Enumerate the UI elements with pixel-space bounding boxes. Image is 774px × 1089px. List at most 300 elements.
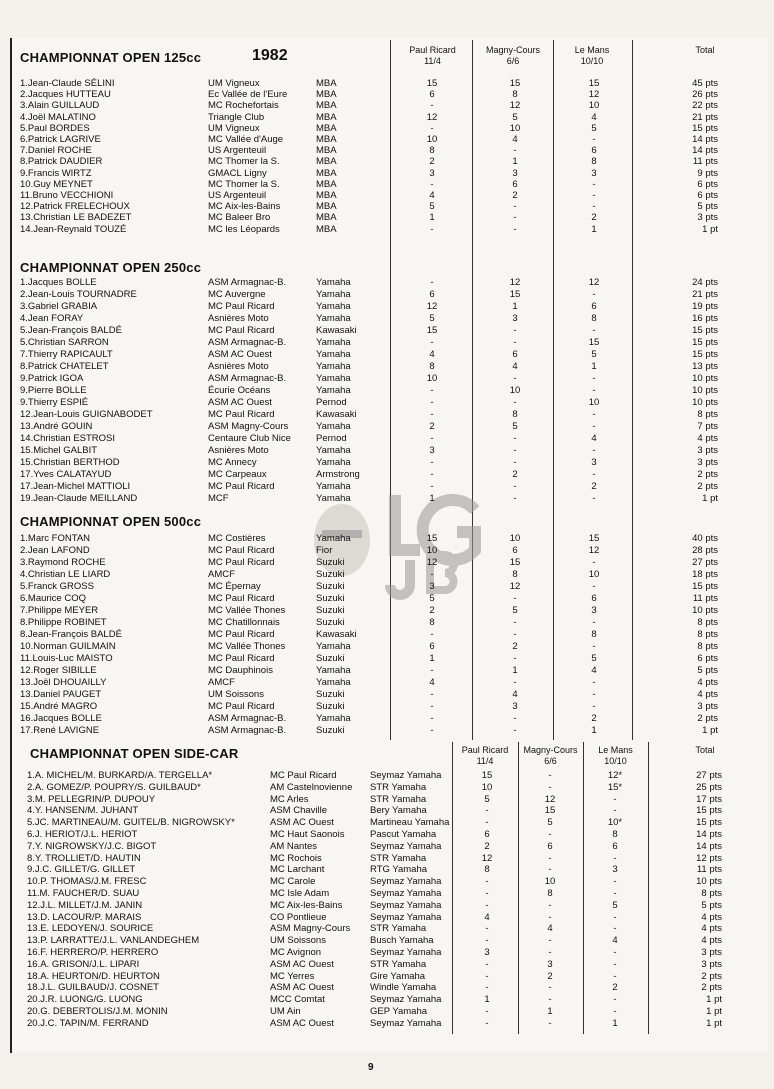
club: CO Pontlieue bbox=[270, 911, 327, 923]
section-title-500: CHAMPIONNAT OPEN 500cc bbox=[20, 514, 202, 529]
race3-points: - bbox=[592, 617, 596, 628]
machine: Yamaha bbox=[316, 677, 351, 688]
machine: MBA bbox=[316, 212, 337, 224]
race3-points: 15 bbox=[588, 337, 600, 348]
rider-name: 13.André GOUIN bbox=[20, 421, 93, 432]
club: MC Costières bbox=[208, 533, 266, 544]
race3-points: 6 bbox=[612, 840, 618, 852]
rider-name: 8.Philippe ROBINET bbox=[20, 617, 107, 628]
race1-points: - bbox=[430, 337, 434, 348]
race3-points: - bbox=[592, 469, 596, 480]
race3-points: 1 bbox=[591, 725, 597, 736]
race1-points: 15 bbox=[426, 533, 438, 544]
race2-points: 12 bbox=[544, 793, 556, 805]
header-total-label: Total bbox=[695, 45, 715, 55]
total-points: 4 pts bbox=[697, 689, 718, 700]
race1-points: - bbox=[430, 665, 434, 676]
race2-points: - bbox=[513, 433, 517, 444]
total-points: 6 pts bbox=[697, 653, 718, 664]
race2-points: 2 bbox=[547, 970, 553, 982]
column-divider bbox=[583, 742, 584, 1034]
machine: Suzuki bbox=[316, 689, 345, 700]
race3-points: 10 bbox=[588, 569, 600, 580]
race2-points: 3 bbox=[512, 167, 518, 179]
rider-name: 8.Patrick DAUDIER bbox=[20, 156, 103, 168]
sidecar-header-total-label: Total bbox=[695, 745, 715, 755]
race1-points: 8 bbox=[429, 617, 435, 628]
rider-name: 8.Jean-François BALDÉ bbox=[20, 629, 122, 640]
race3-points: - bbox=[592, 677, 596, 688]
club: MC Paul Ricard bbox=[208, 593, 275, 604]
machine: MBA bbox=[316, 100, 337, 112]
race1-points: - bbox=[430, 277, 434, 288]
race3-points: 1 bbox=[591, 223, 597, 235]
machine: Seymaz Yamaha bbox=[370, 888, 442, 899]
race3-points: 5 bbox=[591, 349, 597, 360]
race3-points: - bbox=[613, 852, 617, 864]
rider-name: 10.P. THOMAS/J.M. FRESC bbox=[27, 876, 147, 888]
machine: Seymaz Yamaha bbox=[370, 840, 442, 852]
race1-points: 1 bbox=[429, 653, 435, 664]
race3-points: - bbox=[592, 409, 596, 420]
rider-name: 9.Thierry ESPIÉ bbox=[20, 397, 89, 408]
rider-name: 3.M. PELLEGRIN/P. DUPOUY bbox=[27, 793, 156, 805]
club: MC Chatillonnais bbox=[208, 617, 280, 628]
race2-points: 5 bbox=[547, 817, 553, 829]
rider-name: 14.Christian ESTROSI bbox=[20, 433, 116, 444]
total-points: 18 pts bbox=[692, 569, 718, 580]
total-points: 1 pt bbox=[702, 725, 718, 736]
total-points: 2 pts bbox=[697, 469, 718, 480]
machine: Yamaha bbox=[316, 481, 351, 492]
race1-points: 6 bbox=[484, 829, 490, 840]
machine: MBA bbox=[316, 167, 337, 179]
race2-points: 2 bbox=[512, 641, 518, 652]
total-points: 15 pts bbox=[692, 325, 718, 336]
machine: Yamaha bbox=[316, 713, 351, 724]
club: MC Paul Ricard bbox=[270, 770, 337, 781]
club: MC Thomer la S. bbox=[208, 156, 280, 168]
total-points: 4 pts bbox=[697, 677, 718, 688]
race3-points: - bbox=[613, 911, 617, 923]
race1-points: 1 bbox=[429, 493, 435, 504]
club: MC Paul Ricard bbox=[208, 481, 275, 492]
total-points: 8 pts bbox=[697, 409, 718, 420]
header-race2-name: Magny-Cours bbox=[485, 45, 541, 55]
machine: Seymaz Yamaha bbox=[370, 994, 442, 1006]
race3-points: - bbox=[592, 701, 596, 712]
club: MC Rochois bbox=[270, 852, 322, 864]
race2-points: - bbox=[513, 617, 517, 628]
total-points: 4 pts bbox=[701, 911, 722, 923]
machine: Yamaha bbox=[316, 313, 351, 324]
machine: Suzuki bbox=[316, 569, 345, 580]
race2-points: - bbox=[513, 325, 517, 336]
total-points: 11 pts bbox=[696, 864, 722, 876]
club: AM Castelnovienne bbox=[270, 781, 353, 793]
total-points: 15 pts bbox=[696, 805, 722, 817]
race1-points: 15 bbox=[426, 78, 438, 89]
total-points: 2 pts bbox=[697, 713, 718, 724]
race1-points: - bbox=[430, 409, 434, 420]
rider-name: 9.Francis WIRTZ bbox=[20, 167, 92, 179]
race1-points: - bbox=[430, 701, 434, 712]
race2-points: 1 bbox=[512, 665, 518, 676]
total-points: 10 pts bbox=[692, 397, 718, 408]
race2-points: - bbox=[548, 982, 552, 994]
rider-name: 3.Raymond ROCHE bbox=[20, 557, 106, 568]
race3-points: 6 bbox=[591, 593, 597, 604]
race1-points: - bbox=[485, 935, 489, 947]
rider-name: 7.Daniel ROCHE bbox=[20, 145, 92, 157]
race1-points: 8 bbox=[429, 145, 435, 157]
club: Triangle Club bbox=[208, 111, 265, 123]
total-points: 15 pts bbox=[696, 817, 722, 829]
race3-points: 6 bbox=[591, 145, 597, 157]
race1-points: 2 bbox=[429, 421, 435, 432]
race1-points: - bbox=[430, 481, 434, 492]
club: MC Isle Adam bbox=[270, 888, 330, 899]
club: ASM Magny-Cours bbox=[208, 421, 289, 432]
club: ASM Armagnac-B. bbox=[208, 725, 287, 736]
race2-points: - bbox=[513, 677, 517, 688]
total-points: 2 pts bbox=[701, 982, 722, 994]
race2-points: - bbox=[548, 1017, 552, 1029]
rider-name: 1.Jean-Claude SÉLINI bbox=[20, 78, 115, 89]
club: MC Paul Ricard bbox=[208, 409, 275, 420]
race3-points: - bbox=[613, 923, 617, 935]
rider-name: 13.P. LARRATTE/J.L. VANLANDEGHEM bbox=[27, 935, 200, 947]
machine: Yamaha bbox=[316, 493, 351, 504]
race3-points: - bbox=[613, 1006, 617, 1017]
machine: Pascut Yamaha bbox=[370, 829, 437, 840]
race3-points: 5 bbox=[591, 122, 597, 134]
race1-points: - bbox=[430, 457, 434, 468]
rider-name: 7.Thierry RAPICAULT bbox=[20, 349, 113, 360]
total-points: 10 pts bbox=[696, 876, 722, 888]
race3-points: - bbox=[613, 994, 617, 1006]
sidecar-header-total bbox=[680, 745, 730, 756]
total-points: 14 pts bbox=[696, 840, 722, 852]
club: MC Paul Ricard bbox=[208, 653, 275, 664]
machine: Suzuki bbox=[316, 725, 345, 736]
header-race1 bbox=[400, 45, 465, 67]
total-points: 27 pts bbox=[692, 557, 718, 568]
club: MC Thomer la S. bbox=[208, 178, 280, 190]
race3-points: - bbox=[592, 493, 596, 504]
rider-name: 6.J. HERIOT/J.L. HERIOT bbox=[27, 829, 138, 840]
rider-name: 2.Jacques HUTTEAU bbox=[20, 89, 111, 101]
race2-points: - bbox=[548, 770, 552, 781]
column-divider bbox=[648, 742, 649, 1034]
header-race2-date: 6/6 bbox=[506, 56, 520, 66]
machine: Yamaha bbox=[316, 665, 351, 676]
club: ASM AC Ouest bbox=[270, 1017, 334, 1029]
rider-name: 17.René LAVIGNE bbox=[20, 725, 100, 736]
machine: MBA bbox=[316, 89, 337, 101]
machine: Seymaz Yamaha bbox=[370, 770, 442, 781]
race2-points: 4 bbox=[512, 361, 518, 372]
machine: Yamaha bbox=[316, 373, 351, 384]
rider-name: 7.Y. NIGROWSKY/J.C. BIGOT bbox=[27, 840, 157, 852]
header-race3-date: 10/10 bbox=[580, 56, 604, 66]
machine: Suzuki bbox=[316, 653, 345, 664]
rider-name: 11.Louis-Luc MAISTO bbox=[20, 653, 113, 664]
total-points: 40 pts bbox=[692, 533, 718, 544]
race1-points: - bbox=[485, 970, 489, 982]
race1-points: - bbox=[430, 713, 434, 724]
total-points: 21 pts bbox=[692, 111, 718, 123]
club: MC Avignon bbox=[270, 947, 322, 958]
race1-points: 6 bbox=[429, 641, 435, 652]
race1-points: - bbox=[430, 397, 434, 408]
race1-points: - bbox=[485, 805, 489, 817]
machine: STR Yamaha bbox=[370, 923, 427, 935]
race3-points: 15 bbox=[588, 78, 600, 89]
rider-name: 16.F. HERRERO/P. HERRERO bbox=[27, 947, 159, 958]
rider-name: 4.Joël MALATINO bbox=[20, 111, 96, 123]
race1-points: 12 bbox=[426, 111, 438, 123]
machine: Seymaz Yamaha bbox=[370, 1017, 442, 1029]
sidecar-header-race1-name: Paul Ricard bbox=[461, 745, 509, 755]
rider-name: 7.Philippe MEYER bbox=[20, 605, 99, 616]
race2-points: 10 bbox=[544, 876, 556, 888]
machine: Suzuki bbox=[316, 557, 345, 568]
machine: Pernod bbox=[316, 397, 347, 408]
rider-name: 18.A. HEURTON/D. HEURTON bbox=[27, 970, 160, 982]
total-points: 10 pts bbox=[692, 605, 718, 616]
race1-points: 8 bbox=[429, 361, 435, 372]
club: MC Paul Ricard bbox=[208, 557, 275, 568]
race2-points: - bbox=[513, 445, 517, 456]
race2-points: - bbox=[513, 223, 517, 235]
machine: MBA bbox=[316, 111, 337, 123]
club: ASM AC Ouest bbox=[270, 982, 334, 994]
column-divider bbox=[553, 40, 554, 740]
machine: Yamaha bbox=[316, 349, 351, 360]
section-title-125: CHAMPIONNAT OPEN 125cc bbox=[20, 50, 202, 65]
total-points: 11 pts bbox=[692, 593, 718, 604]
total-points: 15 pts bbox=[692, 581, 718, 592]
race1-points: 5 bbox=[429, 201, 435, 213]
total-points: 4 pts bbox=[697, 433, 718, 444]
rider-name: 2.Jean-Louis TOURNADRE bbox=[20, 289, 137, 300]
total-points: 8 pts bbox=[697, 641, 718, 652]
race3-points: - bbox=[613, 947, 617, 958]
rider-name: 4.Y. HANSEN/M. JUHANT bbox=[27, 805, 139, 817]
rider-name: 18.J.L. GUILBAUD/J. COSNET bbox=[27, 982, 159, 994]
race1-points: - bbox=[485, 817, 489, 829]
race2-points: - bbox=[548, 864, 552, 876]
race2-points: - bbox=[548, 935, 552, 947]
machine: MBA bbox=[316, 78, 337, 89]
race3-points: 6 bbox=[591, 301, 597, 312]
race3-points: - bbox=[613, 876, 617, 888]
race2-points: - bbox=[513, 493, 517, 504]
club: MC Paul Ricard bbox=[208, 629, 275, 640]
total-points: 14 pts bbox=[696, 829, 722, 840]
race3-points: 10* bbox=[607, 817, 623, 829]
club: AMCF bbox=[208, 569, 235, 580]
total-points: 27 pts bbox=[696, 770, 722, 781]
club: MC Larchant bbox=[270, 864, 325, 876]
race3-points: 4 bbox=[591, 433, 597, 444]
race2-points: 4 bbox=[512, 689, 518, 700]
race1-points: 4 bbox=[429, 190, 435, 201]
rider-name: 4.Jean FORAY bbox=[20, 313, 84, 324]
race2-points: 2 bbox=[512, 190, 518, 201]
race1-points: - bbox=[485, 923, 489, 935]
race1-points: 10 bbox=[426, 545, 438, 556]
machine: Suzuki bbox=[316, 605, 345, 616]
race1-points: 3 bbox=[429, 445, 435, 456]
club: AM Nantes bbox=[270, 840, 317, 852]
race1-points: 15 bbox=[426, 325, 438, 336]
machine: MBA bbox=[316, 122, 337, 134]
rider-name: 4.Christian LE LIARD bbox=[20, 569, 111, 580]
race2-points: - bbox=[513, 629, 517, 640]
total-points: 45 pts bbox=[692, 78, 718, 89]
race1-points: - bbox=[430, 100, 434, 112]
total-points: 26 pts bbox=[692, 89, 718, 101]
rider-name: 6.Maurice COQ bbox=[20, 593, 86, 604]
club: MC Paul Ricard bbox=[208, 545, 275, 556]
race2-points: 5 bbox=[512, 421, 518, 432]
club: MC Auvergne bbox=[208, 289, 266, 300]
race3-points: 8 bbox=[591, 313, 597, 324]
machine: Suzuki bbox=[316, 701, 345, 712]
rider-name: 13.D. LACOUR/P. MARAIS bbox=[27, 911, 142, 923]
race3-points: 1 bbox=[612, 1017, 618, 1029]
rider-name: 5.Christian SARRON bbox=[20, 337, 109, 348]
total-points: 15 pts bbox=[692, 122, 718, 134]
race3-points: 12 bbox=[588, 545, 600, 556]
rider-name: 15.Christian BERTHOD bbox=[20, 457, 120, 468]
race2-points: - bbox=[513, 373, 517, 384]
race3-points: 12 bbox=[588, 277, 600, 288]
race3-points: - bbox=[592, 385, 596, 396]
machine: Yamaha bbox=[316, 301, 351, 312]
race1-points: 6 bbox=[429, 89, 435, 101]
rider-name: 11.M. FAUCHER/D. SUAU bbox=[27, 888, 140, 899]
total-points: 7 pts bbox=[697, 421, 718, 432]
race3-points: 2 bbox=[612, 982, 618, 994]
total-points: 6 pts bbox=[697, 178, 718, 190]
race3-points: 3 bbox=[612, 864, 618, 876]
race2-points: - bbox=[548, 899, 552, 911]
race2-points: 3 bbox=[512, 701, 518, 712]
race1-points: 5 bbox=[484, 793, 490, 805]
machine: Armstrong bbox=[316, 469, 360, 480]
race2-points: - bbox=[513, 397, 517, 408]
total-points: 25 pts bbox=[696, 781, 722, 793]
club: AMCF bbox=[208, 677, 235, 688]
race2-points: - bbox=[548, 781, 552, 793]
total-points: 17 pts bbox=[696, 793, 722, 805]
total-points: 11 pts bbox=[692, 156, 718, 168]
machine: Fior bbox=[316, 545, 333, 556]
machine: Seymaz Yamaha bbox=[370, 947, 442, 958]
race3-points: 10 bbox=[588, 100, 600, 112]
sidecar-header-race2-date: 6/6 bbox=[544, 756, 557, 766]
race1-points: - bbox=[430, 178, 434, 190]
race2-points: - bbox=[548, 829, 552, 840]
total-points: 15 pts bbox=[692, 337, 718, 348]
race3-points: 4 bbox=[591, 111, 597, 123]
header-race3-name: Le Mans bbox=[574, 45, 610, 55]
race2-points: 3 bbox=[512, 313, 518, 324]
race1-points: 5 bbox=[429, 593, 435, 604]
column-divider bbox=[472, 40, 473, 740]
rider-name: 10.Guy MEYNET bbox=[20, 178, 93, 190]
total-points: 14 pts bbox=[692, 145, 718, 157]
race3-points: 3 bbox=[591, 167, 597, 179]
race2-points: 8 bbox=[512, 409, 518, 420]
sidecar-header-race3-name: Le Mans bbox=[598, 745, 633, 755]
section-title-sidecar: CHAMPIONNAT OPEN SIDE-CAR bbox=[30, 746, 239, 761]
total-points: 6 pts bbox=[697, 190, 718, 201]
race2-points: - bbox=[513, 212, 517, 224]
total-points: 15 pts bbox=[692, 349, 718, 360]
race1-points: 4 bbox=[429, 677, 435, 688]
race3-points: - bbox=[592, 190, 596, 201]
race2-points: 3 bbox=[547, 958, 553, 970]
race2-points: 15 bbox=[509, 78, 521, 89]
rider-name: 2.Jean LAFOND bbox=[20, 545, 90, 556]
machine: Yamaha bbox=[316, 421, 351, 432]
machine: Martineau Yamaha bbox=[370, 817, 450, 829]
machine: Yamaha bbox=[316, 533, 351, 544]
club: ASM Armagnac-B. bbox=[208, 713, 287, 724]
club: US Argenteuil bbox=[208, 190, 267, 201]
rider-name: 17.Yves CALATAYUD bbox=[20, 469, 112, 480]
club: MC Vallée Thones bbox=[208, 605, 286, 616]
rider-name: 12.J.L. MILLET/J.M. JANIN bbox=[27, 899, 143, 911]
race1-points: 3 bbox=[484, 947, 490, 958]
race3-points: 1 bbox=[591, 361, 597, 372]
race3-points: - bbox=[592, 581, 596, 592]
race2-points: 6 bbox=[512, 349, 518, 360]
rider-name: 5.JC. MARTINEAU/M. GUITEL/B. NIGROWSKY* bbox=[27, 817, 235, 829]
machine: MBA bbox=[316, 134, 337, 145]
rider-name: 17.Jean-Michel MATTIOLI bbox=[20, 481, 131, 492]
rider-name: 13.Joël DHOUAILLY bbox=[20, 677, 107, 688]
rider-name: 14.Jean-Reynald TOUZÉ bbox=[20, 223, 127, 235]
total-points: 19 pts bbox=[692, 301, 718, 312]
column-divider bbox=[632, 40, 633, 740]
total-points: 3 pts bbox=[697, 457, 718, 468]
race1-points: 3 bbox=[429, 167, 435, 179]
club: ASM AC Ouest bbox=[208, 397, 272, 408]
rider-name: 19.Jean-Claude MEILLAND bbox=[20, 493, 138, 504]
total-points: 3 pts bbox=[701, 947, 722, 958]
rider-name: 20.G. DEBERTOLIS/J.M. MONIN bbox=[27, 1006, 168, 1017]
machine: Yamaha bbox=[316, 457, 351, 468]
machine: Kawasaki bbox=[316, 409, 357, 420]
club: MC Carpeaux bbox=[208, 469, 267, 480]
race1-points: 4 bbox=[429, 349, 435, 360]
race1-points: - bbox=[485, 888, 489, 899]
race1-points: - bbox=[485, 876, 489, 888]
total-points: 4 pts bbox=[701, 923, 722, 935]
club: MC Paul Ricard bbox=[208, 301, 275, 312]
club: Écurie Océans bbox=[208, 385, 271, 396]
club: MC Carole bbox=[270, 876, 316, 888]
race1-points: - bbox=[485, 958, 489, 970]
club: MCC Comtat bbox=[270, 994, 325, 1006]
rider-name: 1.A. MICHEL/M. BURKARD/A. TERGELLA* bbox=[27, 770, 213, 781]
club: MC Rochefortais bbox=[208, 100, 279, 112]
